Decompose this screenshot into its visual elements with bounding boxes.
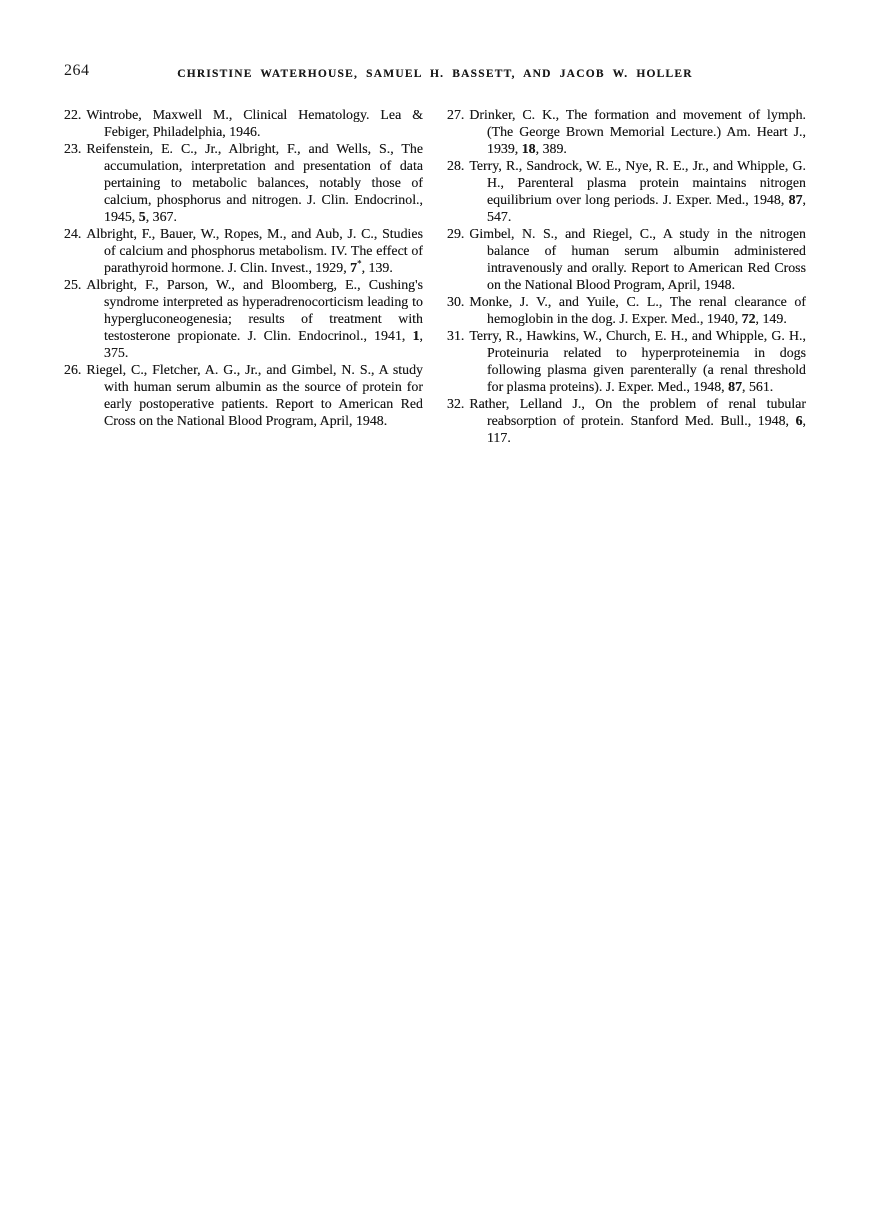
reference-pages: , 139. (361, 261, 393, 276)
reference-text: Albright, F., Parson, W., and Bloomberg, E., Cushing's syndrome interpreted as hyperadrenocorticism leading to hypergluconeogenesia; results of treatment with testosterone propionate. J. Clin. Endocrinol., 1941, (86, 278, 423, 344)
reference-item-28 (447, 158, 806, 226)
reference-volume: 72 (741, 312, 756, 327)
reference-text: Riegel, C., Fletcher, A. G., Jr., and Gimbel, N. S., A study with human serum albumin as the source of protein for early postoperative patients. Report to American Red Cross on the National Blood Program, April, 1948. (86, 363, 423, 429)
reference-pages: , 367. (145, 210, 177, 225)
reference-item-31 (447, 328, 806, 396)
reference-item-30 (447, 294, 806, 328)
footnote-asterisk: * (357, 258, 362, 269)
references-left-column (64, 107, 423, 447)
reference-number: 31. (447, 329, 465, 344)
reference-item-24 (64, 226, 423, 277)
reference-text: Albright, F., Bauer, W., Ropes, M., and Aub, J. C., Studies of calcium and phosphorus metabolism. IV. The effect of parathyroid hormone. J. Clin. Invest., 1929, (86, 227, 423, 276)
reference-pages: , 149. (755, 312, 787, 327)
reference-number: 32. (447, 397, 465, 412)
reference-item-29 (447, 226, 806, 294)
reference-volume: 87 (728, 380, 743, 395)
reference-volume: 18 (521, 142, 536, 157)
reference-text: Terry, R., Sandrock, W. E., Nye, R. E., Jr., and Whipple, G. H., Parenteral plasma protein maintains nitrogen equilibrium over long periods. J. Exper. Med., 1948, (469, 159, 806, 208)
reference-pages: , 547. (487, 193, 806, 225)
reference-number: 24. (64, 227, 82, 242)
reference-item-27 (447, 107, 806, 158)
reference-item-22 (64, 107, 423, 141)
reference-text: Reifenstein, E. C., Jr., Albright, F., and Wells, S., The accumulation, interpretation and presentation of data pertaining to metabolic balances, notably those of calcium, phosphorus and nitrogen. J. Clin. Endocrinol., 1945, (86, 142, 423, 225)
reference-volume: 1 (412, 329, 420, 344)
page-number: 264 (64, 62, 90, 79)
page-header (0, 0, 880, 86)
reference-text: Monke, J. V., and Yuile, C. L., The renal clearance of hemoglobin in the dog. J. Exper. Med., 1940, (469, 295, 806, 327)
reference-text: Terry, R., Hawkins, W., Church, E. H., and Whipple, G. H., Proteinuria related to hyperproteinemia in dogs following plasma given parenterally (a renal threshold for plasma proteins). J. Exper. Med., 1948, (469, 329, 806, 395)
reference-volume: 7 (350, 261, 358, 276)
reference-item-23 (64, 141, 423, 226)
running-head-authors: CHRISTINE WATERHOUSE, SAMUEL H. BASSETT, AND JACOB W. HOLLER (177, 68, 693, 80)
reference-item-25 (64, 277, 423, 362)
reference-volume: 87 (788, 193, 803, 208)
reference-item-32 (447, 396, 806, 447)
reference-pages: , 389. (535, 142, 567, 157)
reference-item-26 (64, 362, 423, 430)
reference-volume: 6 (795, 414, 803, 429)
reference-number: 26. (64, 363, 82, 378)
reference-number: 27. (447, 108, 465, 123)
reference-pages: , 375. (104, 329, 423, 361)
reference-number: 30. (447, 295, 465, 310)
reference-pages: , 117. (487, 414, 806, 446)
references-right-column (447, 107, 806, 447)
reference-text: Rather, Lelland J., On the problem of renal tubular reabsorption of protein. Stanford Med. Bull., 1948, (469, 397, 806, 429)
references-section (64, 107, 806, 447)
reference-text: Wintrobe, Maxwell M., Clinical Hematology. Lea & Febiger, Philadelphia, 1946. (86, 108, 423, 140)
reference-number: 29. (447, 227, 465, 242)
reference-number: 23. (64, 142, 82, 157)
reference-pages: , 561. (742, 380, 774, 395)
reference-number: 25. (64, 278, 82, 293)
reference-number: 22. (64, 108, 82, 123)
reference-volume: 5 (138, 210, 146, 225)
reference-number: 28. (447, 159, 465, 174)
reference-text: Drinker, C. K., The formation and movement of lymph. (The George Brown Memorial Lecture.) Am. Heart J., 1939, (469, 108, 806, 157)
reference-text: Gimbel, N. S., and Riegel, C., A study in the nitrogen balance of human serum albumin administered intravenously and orally. Report to American Red Cross on the National Blood Program, April, 1948. (469, 227, 806, 293)
